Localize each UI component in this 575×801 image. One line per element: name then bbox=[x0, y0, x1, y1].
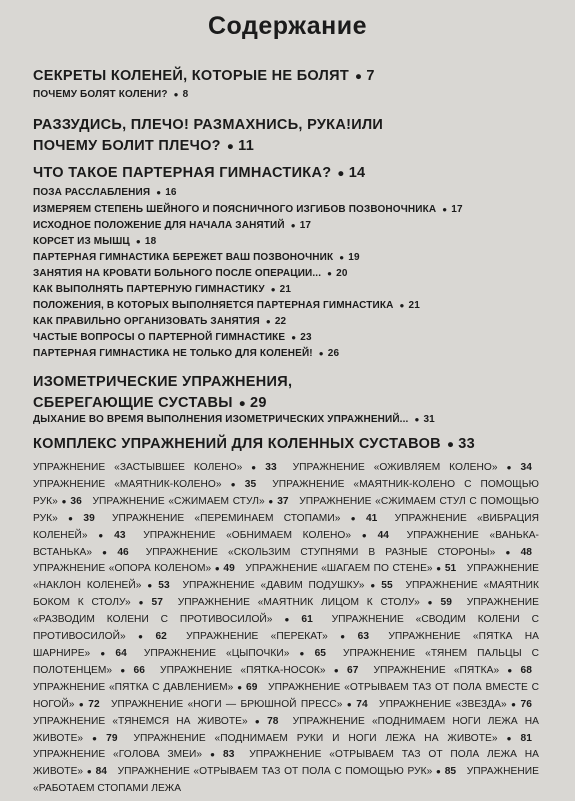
bullet-icon: ● bbox=[236, 682, 243, 692]
entry-title: КОРСЕТ ИЗ МЫШЦ bbox=[33, 236, 130, 247]
page-number: 67 bbox=[347, 664, 359, 676]
page-number: 68 bbox=[520, 664, 532, 676]
exercise-entry bbox=[178, 597, 459, 608]
exercise-entry bbox=[118, 766, 464, 777]
exercise-entry bbox=[143, 530, 396, 541]
bullet-icon: ● bbox=[86, 767, 93, 777]
page-number: 35 bbox=[244, 478, 257, 490]
exercise-title: УПРАЖНЕНИЕ «ПЯТКА» bbox=[373, 664, 500, 676]
page-number: 59 bbox=[440, 597, 452, 609]
bullet-icon: ● bbox=[502, 665, 518, 675]
page-number: 43 bbox=[114, 529, 126, 541]
bullet-icon: ● bbox=[93, 648, 113, 658]
exercise-title: УПРАЖНЕНИЕ «ТЯНЕМ ПАЛЬЦЫ С ПОЛОТЕНЦЕМ» bbox=[33, 647, 540, 676]
exercise-entry bbox=[33, 462, 284, 473]
toc-entry bbox=[33, 315, 553, 329]
entry-title: ПОЗА РАССЛАБЛЕНИЯ bbox=[33, 187, 151, 198]
exercise-title: УПРАЖНЕНИЕ «ПЯТКА С ДАВЛЕНИЕМ» bbox=[33, 681, 234, 693]
exercise-title: УПРАЖНЕНИЕ «МАЯТНИК ЛИЦОМ К СТОЛУ» bbox=[177, 597, 420, 609]
bullet-icon: ● bbox=[500, 463, 518, 472]
bullet-icon: ● bbox=[318, 349, 324, 358]
page-number: 26 bbox=[327, 348, 340, 359]
page-number: 64 bbox=[115, 647, 127, 659]
exercise-title: УПРАЖНЕНИЕ «ОТРЫВАЕМ ТАЗ ОТ ПОЛА С ПОМОЩЬЮ РУК» bbox=[117, 766, 433, 778]
exercise-title: УПРАЖНЕНИЕ «ПЕРЕКАТ» bbox=[186, 631, 328, 643]
toc-entry bbox=[33, 219, 553, 233]
page-number: 18 bbox=[144, 236, 157, 247]
bullet-icon: ● bbox=[60, 496, 68, 506]
page-number: 20 bbox=[336, 268, 348, 279]
page-number: 29 bbox=[250, 395, 267, 411]
bullet-icon: ● bbox=[327, 269, 333, 278]
bullet-icon: ● bbox=[60, 513, 81, 523]
bullet-icon: ● bbox=[292, 648, 312, 658]
entry-title: ИСХОДНОЕ ПОЛОЖЕНИЕ ДЛЯ НАЧАЛА ЗАНЯТИЙ bbox=[33, 220, 285, 231]
exercise-entry bbox=[144, 648, 333, 659]
toc-entry bbox=[33, 203, 553, 217]
exercise-title: УПРАЖНЕНИЕ «МАЯТНИК-КОЛЕНО» bbox=[33, 478, 222, 490]
page-number: 37 bbox=[277, 495, 289, 507]
section-title: РАЗЗУДИСЬ, ПЛЕЧО! РАЗМАХНИСЬ, РУКА!ИЛИ bbox=[33, 117, 384, 133]
entry-title: ИЗМЕРЯЕМ СТЕПЕНЬ ШЕЙНОГО И ПОЯСНИЧНОГО ИЗГИБОВ ПОЗВОНОЧНИКА bbox=[33, 204, 437, 215]
page-number: 31 bbox=[423, 414, 435, 425]
bullet-icon: ● bbox=[265, 317, 271, 326]
toc-entry bbox=[33, 283, 553, 297]
page-number: 65 bbox=[314, 647, 326, 659]
bullet-icon: ● bbox=[267, 496, 275, 506]
bullet-icon: ● bbox=[270, 285, 276, 294]
entry-title: ПОЛОЖЕНИЯ, В КОТОРЫХ ВЫПОЛНЯЕТСЯ ПАРТЕРНАЯ ГИМНАСТИКА bbox=[33, 300, 394, 311]
bullet-icon: ● bbox=[330, 632, 355, 642]
entry-title: ДЫХАНИЕ ВО ВРЕМЯ ВЫПОЛНЕНИЯ ИЗОМЕТРИЧЕСКИХ УПРАЖНЕНИЙ... bbox=[33, 414, 409, 425]
bullet-icon: ● bbox=[446, 438, 455, 451]
exercise-entry bbox=[160, 665, 365, 676]
page-number: 33 bbox=[458, 436, 475, 452]
section-title: ПОЧЕМУ БОЛИТ ПЛЕЧО? bbox=[33, 138, 221, 154]
page-number: 22 bbox=[274, 316, 287, 327]
page-number: 46 bbox=[117, 546, 129, 558]
exercise-title: УПРАЖНЕНИЕ «СЖИМАЕМ СТУЛ С ПОМОЩЬЮ РУК» bbox=[33, 495, 540, 524]
bullet-icon: ● bbox=[144, 581, 156, 591]
section-title: ИЗОМЕТРИЧЕСКИЕ УПРАЖНЕНИЯ, bbox=[33, 374, 293, 390]
bullet-icon: ● bbox=[291, 333, 297, 342]
section-heading bbox=[33, 115, 553, 157]
section-title: СЕКРЕТЫ КОЛЕНЕЙ, КОТОРЫЕ НЕ БОЛЯТ bbox=[33, 68, 349, 84]
entry-title: ПОЧЕМУ БОЛЯТ КОЛЕНИ? bbox=[33, 89, 168, 100]
exercise-title: УПРАЖНЕНИЕ «ВИБРАЦИЯ КОЛЕНЕЙ» bbox=[33, 512, 540, 541]
exercise-title: УПРАЖНЕНИЕ «РАЗВОДИМ КОЛЕНИ С ПРОТИВОСИЛОЙ» bbox=[33, 597, 539, 626]
page-number: 16 bbox=[165, 187, 177, 198]
bullet-icon: ● bbox=[422, 598, 438, 608]
exercise-entry bbox=[33, 716, 286, 727]
page-number: 74 bbox=[356, 698, 368, 710]
exercise-entry bbox=[111, 699, 375, 710]
bullet-icon: ● bbox=[224, 479, 242, 489]
exercise-list bbox=[33, 460, 539, 798]
bullet-icon: ● bbox=[214, 564, 221, 574]
bullet-icon: ● bbox=[345, 699, 354, 709]
toc-entry bbox=[33, 331, 553, 345]
exercise-title: УПРАЖНЕНИЕ «СВОДИМ КОЛЕНИ С ПРОТИВОСИЛОЙ» bbox=[33, 614, 539, 643]
exercise-entry bbox=[374, 665, 539, 676]
bullet-icon: ● bbox=[90, 530, 112, 540]
section-title: СБЕРЕГАЮЩИЕ СУСТАВЫ bbox=[33, 395, 233, 411]
bullet-icon: ● bbox=[290, 221, 296, 230]
toc-entry bbox=[33, 299, 553, 313]
exercise-title: УПРАЖНЕНИЕ «ГОЛОВА ЗМЕИ» bbox=[33, 749, 203, 761]
bullet-icon: ● bbox=[367, 581, 379, 591]
exercise-title: УПРАЖНЕНИЕ «ЗВЕЗДА» bbox=[379, 698, 507, 710]
exercise-title: УПРАЖНЕНИЕ «ПЕРЕМИНАЕМ СТОПАМИ» bbox=[112, 512, 341, 524]
page-number: 7 bbox=[366, 68, 375, 84]
exercise-entry bbox=[379, 699, 539, 710]
entry-title: ПАРТЕРНАЯ ГИМНАСТИКА НЕ ТОЛЬКО ДЛЯ КОЛЕНЕЙ! bbox=[33, 348, 313, 359]
entry-title: ЧАСТЫЕ ВОПРОСЫ О ПАРТЕРНОЙ ГИМНАСТИКЕ bbox=[33, 332, 286, 343]
bullet-icon: ● bbox=[173, 90, 179, 99]
page-number: 62 bbox=[155, 631, 167, 643]
bullet-icon: ● bbox=[95, 547, 115, 557]
exercise-entry bbox=[33, 563, 242, 574]
page-number: 84 bbox=[95, 766, 107, 778]
bullet-icon: ● bbox=[343, 513, 363, 523]
page-number: 41 bbox=[365, 512, 378, 524]
page-number: 53 bbox=[158, 580, 170, 592]
bullet-icon: ● bbox=[337, 167, 345, 180]
exercise-entry bbox=[33, 749, 241, 760]
exercise-title: УПРАЖНЕНИЕ «НОГИ — БРЮШНОЙ ПРЕСС» bbox=[111, 698, 343, 710]
bullet-icon: ● bbox=[354, 530, 375, 540]
toc-entry bbox=[33, 235, 553, 249]
entry-title: КАК ПРАВИЛЬНО ОРГАНИЗОВАТЬ ЗАНЯТИЯ bbox=[33, 316, 260, 327]
toc-entry bbox=[33, 251, 553, 265]
bullet-icon: ● bbox=[86, 733, 104, 743]
page-number: 44 bbox=[377, 529, 390, 541]
exercise-title: УПРАЖНЕНИЕ «ВАНЬКА-ВСТАНЬКА» bbox=[33, 529, 540, 558]
bullet-icon: ● bbox=[435, 767, 442, 777]
page-number: 36 bbox=[70, 495, 82, 507]
bullet-icon: ● bbox=[238, 397, 247, 410]
bullet-icon: ● bbox=[275, 615, 299, 625]
bullet-icon: ● bbox=[250, 716, 265, 726]
bullet-icon: ● bbox=[133, 598, 149, 608]
exercise-title: УПРАЖНЕНИЕ «ЗАСТЫВШЕЕ КОЛЕНО» bbox=[33, 462, 243, 473]
exercise-title: УПРАЖНЕНИЕ «ТЯНЕМСЯ НА ЖИВОТЕ» bbox=[33, 715, 248, 727]
page-number: 63 bbox=[357, 631, 370, 643]
page-number: 69 bbox=[246, 681, 258, 693]
exercise-entry bbox=[33, 682, 264, 693]
bullet-icon: ● bbox=[205, 750, 220, 760]
toc-entry bbox=[33, 413, 553, 427]
section-title: ЧТО ТАКОЕ ПАРТЕРНАЯ ГИМНАСТИКА? bbox=[33, 165, 332, 181]
page-number: 81 bbox=[520, 732, 532, 744]
bullet-icon: ● bbox=[77, 699, 86, 709]
exercise-entry bbox=[133, 733, 539, 744]
section-heading bbox=[33, 66, 553, 87]
exercise-entry bbox=[182, 580, 399, 591]
section-title: КОМПЛЕКС УПРАЖНЕНИЙ ДЛЯ КОЛЕННЫХ СУСТАВОВ bbox=[33, 436, 441, 452]
page-number: 17 bbox=[451, 204, 463, 215]
exercise-title: УПРАЖНЕНИЕ «РАБОТАЕМ СТОПАМИ ЛЕЖА bbox=[33, 766, 539, 795]
bullet-icon: ● bbox=[135, 237, 141, 246]
toc-entry bbox=[33, 186, 553, 200]
exercise-entry bbox=[33, 479, 263, 490]
exercise-title: УПРАЖНЕНИЕ «МАЯТНИК БОКОМ К СТОЛУ» bbox=[33, 580, 540, 609]
exercise-entry bbox=[186, 631, 376, 642]
exercise-title: УПРАЖНЕНИЕ «ПЯТКА НА ШАРНИРЕ» bbox=[33, 631, 539, 659]
exercise-entry bbox=[112, 513, 384, 524]
bullet-icon: ● bbox=[442, 205, 448, 214]
toc-entry bbox=[33, 88, 553, 102]
page-number: 55 bbox=[381, 580, 393, 592]
page-number: 78 bbox=[267, 715, 279, 727]
page-number: 49 bbox=[223, 563, 235, 575]
exercise-title: УПРАЖНЕНИЕ «ПЯТКА-НОСОК» bbox=[160, 664, 326, 676]
page-number: 19 bbox=[348, 252, 360, 263]
section-heading bbox=[33, 434, 553, 455]
bullet-icon: ● bbox=[399, 301, 405, 310]
page-number: 11 bbox=[238, 138, 255, 154]
page-number: 79 bbox=[106, 732, 118, 744]
bullet-icon: ● bbox=[500, 733, 518, 743]
exercise-title: УПРАЖНЕНИЕ «ПОДНИМАЕМ РУКИ И НОГИ ЛЕЖА НА ЖИВОТЕ» bbox=[133, 732, 498, 744]
page-number: 57 bbox=[151, 597, 163, 609]
section-heading bbox=[33, 372, 553, 414]
page-number: 66 bbox=[133, 664, 145, 676]
exercise-title: УПРАЖНЕНИЕ «СКОЛЬЗИМ СТУПНЯМИ В РАЗНЫЕ СТОРОНЫ» bbox=[145, 546, 496, 558]
exercise-entry bbox=[293, 462, 539, 473]
bullet-icon: ● bbox=[328, 665, 345, 675]
bullet-icon: ● bbox=[128, 632, 153, 642]
bullet-icon: ● bbox=[115, 665, 131, 675]
page-number: 17 bbox=[299, 220, 312, 231]
exercise-title: УПРАЖНЕНИЕ «ДАВИМ ПОДУШКУ» bbox=[182, 580, 365, 592]
page-number: 76 bbox=[520, 698, 532, 710]
section-heading bbox=[33, 163, 553, 184]
bullet-icon: ● bbox=[355, 70, 363, 83]
exercise-entry bbox=[146, 547, 539, 558]
exercise-title: УПРАЖНЕНИЕ «ЦЫПОЧКИ» bbox=[143, 647, 290, 659]
page-number: 34 bbox=[520, 462, 532, 473]
exercise-title: УПРАЖНЕНИЕ «НАКЛОН КОЛЕНЕЙ» bbox=[33, 563, 540, 592]
exercise-title: УПРАЖНЕНИЕ «ОЖИВЛЯЕМ КОЛЕНО» bbox=[292, 462, 498, 473]
entry-title: ЗАНЯТИЯ НА КРОВАТИ БОЛЬНОГО ПОСЛЕ ОПЕРАЦИИ... bbox=[33, 268, 322, 279]
page-number: 51 bbox=[444, 563, 457, 575]
exercise-entry bbox=[245, 563, 463, 574]
bullet-icon: ● bbox=[498, 547, 518, 557]
page-number: 72 bbox=[88, 698, 100, 710]
page-number: 48 bbox=[520, 546, 533, 558]
entry-title: ПАРТЕРНАЯ ГИМНАСТИКА БЕРЕЖЕТ ВАШ ПОЗВОНОЧНИК bbox=[33, 252, 334, 263]
page-number: 21 bbox=[279, 284, 292, 295]
exercise-title: УПРАЖНЕНИЕ «ОТРЫВАЕМ ТАЗ ОТ ПОЛА ЛЕЖА НА ЖИВОТЕ» bbox=[33, 749, 539, 778]
bullet-icon: ● bbox=[435, 564, 442, 574]
page-number: 14 bbox=[348, 165, 366, 181]
exercise-title: УПРАЖНЕНИЕ «ОТРЫВАЕМ ТАЗ ОТ ПОЛА ВМЕСТЕ С НОГОЙ» bbox=[33, 681, 539, 710]
page-number: 21 bbox=[408, 300, 420, 311]
exercise-title: УПРАЖНЕНИЕ «ПОДНИМАЕМ НОГИ ЛЕЖА НА ЖИВОТЕ» bbox=[33, 715, 540, 744]
bullet-icon: ● bbox=[226, 140, 235, 153]
toc-entry bbox=[33, 347, 553, 361]
bullet-icon: ● bbox=[339, 253, 345, 262]
bullet-icon: ● bbox=[245, 463, 263, 472]
page-number: 33 bbox=[265, 462, 277, 473]
exercise-entry bbox=[92, 496, 295, 507]
bullet-icon: ● bbox=[156, 188, 162, 197]
exercise-title: УПРАЖНЕНИЕ «ОБНИМАЕМ КОЛЕНО» bbox=[143, 529, 352, 541]
exercise-title: УПРАЖНЕНИЕ «СЖИМАЕМ СТУЛ» bbox=[92, 495, 265, 507]
page-number: 39 bbox=[83, 512, 95, 524]
page-title: Содержание bbox=[207, 12, 368, 40]
page-number: 83 bbox=[223, 749, 235, 761]
entry-title: КАК ВЫПОЛНЯТЬ ПАРТЕРНУЮ ГИМНАСТИКУ bbox=[33, 284, 265, 295]
toc-entry bbox=[33, 267, 553, 281]
page-number: 61 bbox=[301, 614, 313, 626]
exercise-title: УПРАЖНЕНИЕ «МАЯТНИК-КОЛЕНО С ПОМОЩЬЮ РУК» bbox=[33, 478, 539, 507]
page-number: 8 bbox=[182, 89, 189, 100]
page-number: 85 bbox=[444, 766, 457, 778]
page-number: 23 bbox=[300, 332, 312, 343]
bullet-icon: ● bbox=[509, 699, 518, 709]
exercise-title: УПРАЖНЕНИЕ «ОПОРА КОЛЕНОМ» bbox=[33, 563, 212, 575]
bullet-icon: ● bbox=[414, 415, 420, 424]
exercise-title: УПРАЖНЕНИЕ «ШАГАЕМ ПО СТЕНЕ» bbox=[245, 563, 433, 575]
